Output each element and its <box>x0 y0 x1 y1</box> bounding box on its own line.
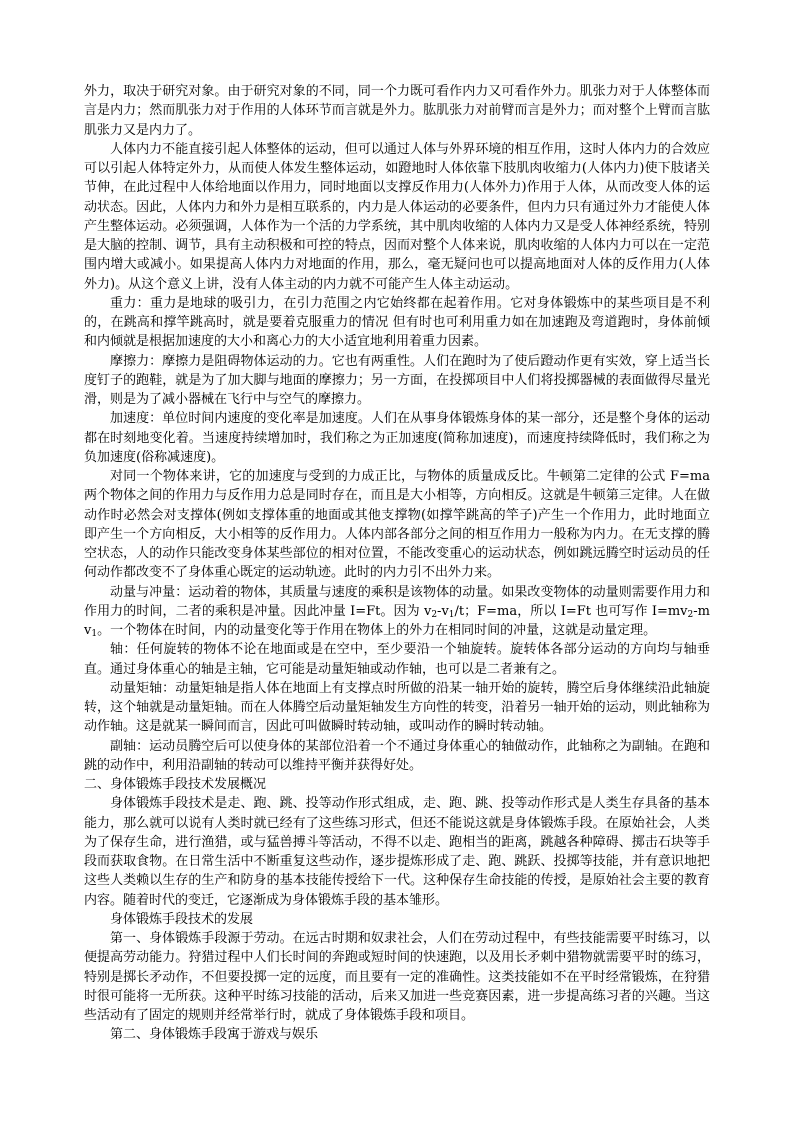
paragraph-acceleration: 加速度：单位时间内速度的变化率是加速度。人们在从事身体锻炼身体的某一部分，还是整个身体的运动都在时刻地变化着。当速度持续增加时，我们称之为正加速度(简称加速度)，而速度持续降低时，我们称之为负加速度(俗称减速度)。 <box>84 411 710 465</box>
paragraph-origin-games: 第二、身体锻炼手段寓于游戏与娱乐 <box>110 1027 319 1043</box>
subheading-technique-development: 身体锻炼手段技术的发展 <box>110 911 254 927</box>
section-heading: 二、身体锻炼手段技术发展概况 <box>84 777 267 792</box>
paragraph-momentum-axis: 动量矩轴：动量矩轴是指人体在地面上有支撑点时所做的沿某一轴开始的旋转，腾空后身体继续沿此轴旋转，这个轴就是动量矩轴。而在人体腾空后动量矩轴发生方向性的转变，沿着另一轴开始的运动，则此轴称为动作轴。这是就某一瞬间而言，因此可叫做瞬时转动轴，或叫动作的瞬时转动轴。 <box>84 680 710 735</box>
paragraph-origin-labor: 第一、身体锻炼手段源于劳动。在远古时期和奴隶社会，人们在劳动过程中，有些技能需要平时练习，以便提高劳动能力。狩猎过程中人们长时间的奔跑或短时间的快速跑，以及用长矛刺中猎物就需要平时的练习，特别是掷长矛动作，不但要投掷一定的远度，而且要有一定的准确性。这类技能如不在平时经常锻炼，在狩猎时很可能将一无所获。这种平时练习技能的活动，后来又加进一些竞赛因素，进一步提高练习者的兴趣。当这些活动有了固定的规则并经常举行时，就成了身体锻炼手段和项目。 <box>84 931 710 1023</box>
paragraph-internal-external-force: 外力，取决于研究对象。由于研究对象的不同，同一个力既可看作内力又可看作外力。肌张力对于人体整体而言是内力；然而肌张力对于作用的人体环节而言就是外力。肱肌张力对前臂而言是外力；而对整个上臂而言肱肌张力又是内力了。 <box>84 84 710 138</box>
paragraph-technique-overview: 身体锻炼手段技术是走、跑、跳、投等动作形式组成，走、跑、跳、投等动作形式是人类生存具备的基本能力，那么就可以说有人类时就已经有了这些练习形式，但还不能说这就是身体锻炼手段。在原始社会，人类为了保存生命，进行渔猎，或与猛兽搏斗等活动，不得不以走、跑相当的距离，跳越各种障碍、掷击石块等手段而获取食物。在日常生活中不断重复这些动作，逐步提炼形成了走、跑、跳跃、投掷等技能，并有意识地把这些人类赖以生存的生产和防身的基本技能传授给下一代。这种保存生命技能的传授，是原始社会主要的教育内容。随着时代的变迁，它逐渐成为身体锻炼手段的基本雏形。 <box>84 796 710 908</box>
paragraph-gravity: 重力：重力是地球的吸引力，在引力范围之内它始终都在起着作用。它对身体锻炼中的某些项目是不利的，在跳高和撑竿跳高时，就是要着克服重力的情况 但有时也可利用重力如在加速跑及弯道跑时，身体前倾和内倾就是根据加速度的大小和离心力的大小适宜地利用着重力因素。 <box>84 295 710 350</box>
paragraph-axis: 轴：任何旋转的物体不论在地面或是在空中，至少要沿一个轴旋转。旋转体各部分运动的方向均与轴垂直。通过身体重心的轴是主轴，它可能是动量矩轴或动作轴，也可以是二者兼有之。 <box>84 642 710 677</box>
paragraph-internal-force-motion: 人体内力不能直接引起人体整体的运动，但可以通过人体与外界环境的相互作用，这时人体内力的合效应可以引起人体特定外力，从而使人体发生整体运动，如蹬地时人体依靠下肢肌肉收缩力(人体内力)使下肢诸关节伸，在此过程中人体给地面以作用力，同时地面以支撑反作用力(人体外力)作用于人体，从而改变人体的运动状态。因此，人体内力和外力是相互联系的，内力是人体运动的必要条件，但内力只有通过外力才能使人体产生整体运动。必须强调，人体作为一个活的力学系统，其中肌肉收缩的人体内力又是受人体神经系统，特别是大脑的控制、调节，具有主动积极和可控的特点，因而对整个人体来说，肌肉收缩的人体内力可以在一定范围内增大或减小。如果提高人体内力对地面的作用，那么，毫无疑问也可以提高地面对人体的反作用力(人体外力)。从这个意义上讲，没有人体主动的内力就不可能产生人体主动运动。 <box>84 141 710 292</box>
paragraph-momentum-impulse: 动量与冲量：运动着的物体，其质量与速度的乘积是该物体的动量。如果改变物体的动量则需要作用力和作用力的时间，二者的乘积是冲量。因此冲量 I=Ft。因为 $v_2-v_1/t$；F=ma，所以 I=Ft 也可写作 $I=mv_2-mv_1$。一个物体在时间，内的动量变化等于作用在物体上的外力在相同时间的冲量，这就是动量定理。 <box>84 584 710 639</box>
paragraph-secondary-axis: 副轴：运动员腾空后可以使身体的某部位沿着一个不通过身体重心的轴做动作，此轴称之为副轴。在跑和跳的动作中，利用沿副轴的转动可以维持平衡并获得好处。 <box>84 738 710 773</box>
paragraph-friction: 摩擦力：摩擦力是阻碍物体运动的力。它也有两重性。人们在跑时为了使后蹬动作更有实效，穿上适当长度钉子的跑鞋，就是为了加大脚与地面的摩擦力；另一方面，在投掷项目中人们将投掷器械的表面做得尽量光滑，则是为了减小器械在飞行中与空气的摩擦力。 <box>84 353 710 407</box>
paragraph-newton-laws: 对同一个物体来讲，它的加速度与受到的力成正比，与物体的质量成反比。牛顿第二定律的公式 F=ma 两个物体之间的作用力与反作用力总是同时存在，而且是大小相等，方向相反。这就是牛顿第三定律。人在做动作时必然会对支撑体(例如支撑体重的地面或其他支撑物(如撑竿跳高的竿子)产生一个作用力，此时地面立即产生一个方向相反，大小相等的反作用力。人体内部各部分之间的相互作用力一般称为内力。在无支撑的腾空状态，人的动作只能改变身体某些部位的相对位置，不能改变重心的运动状态，例如跳远腾空时运动员的任何动作都改变不了身体重心既定的运动轨迹。此时的内力引不出外力来。 <box>84 469 710 581</box>
